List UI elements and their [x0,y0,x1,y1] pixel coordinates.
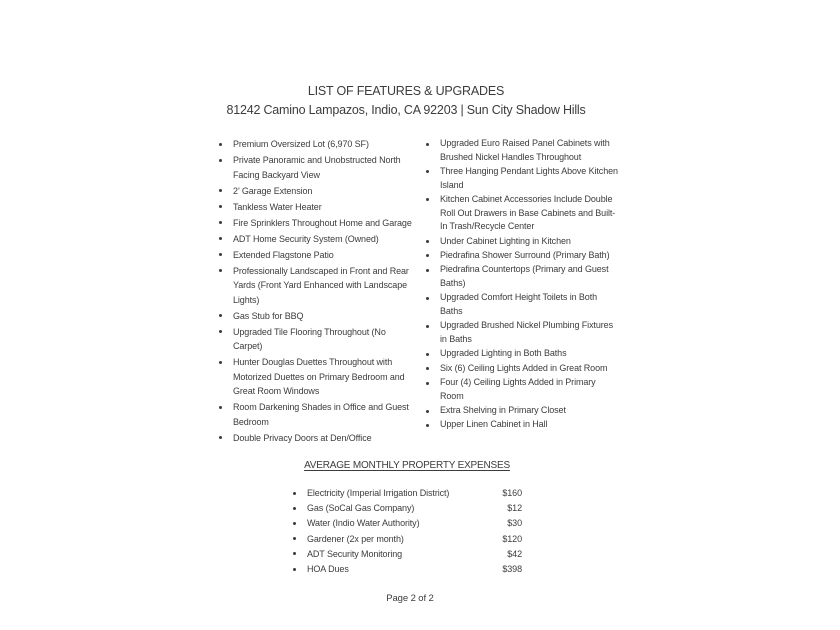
feature-item: Extra Shelving in Primary Closet [425,404,619,418]
expense-row [292,532,522,547]
expenses-title: AVERAGE MONTHLY PROPERTY EXPENSES [304,460,510,471]
expenses-list [292,486,522,577]
page-footer [0,593,820,604]
expense-row-label: HOA Dues [307,564,349,575]
feature-item: Upgraded Comfort Height Toilets in Both Baths [425,291,619,318]
feature-item: Gas Stub for BBQ [218,309,412,324]
expense-row-label: Water (Indio Water Authority) [307,518,420,529]
expense-row-amount: $120 [502,533,522,544]
expense-row-label: ADT Security Monitoring [307,548,403,559]
expense-row-amount: $12 [507,503,522,514]
feature-item: Under Cabinet Lighting in Kitchen [425,235,619,249]
expense-row [292,516,522,531]
feature-item: Upgraded Brushed Nickel Plumbing Fixtures in Baths [425,319,619,346]
features-left-column [218,137,412,447]
document-header [0,84,812,117]
feature-item: Hunter Douglas Duettes Throughout with Motorized Duettes on Primary Bedroom and Great Room Windows [218,355,412,399]
page-number: Page 2 of 2 [386,593,434,604]
feature-item: Extended Flagstone Patio [218,248,412,263]
expenses-title-row [292,455,522,473]
feature-item: Piedrafina Shower Surround (Primary Bath) [425,249,619,263]
page-title: LIST OF FEATURES & UPGRADES [307,84,505,98]
feature-item: Upgraded Euro Raised Panel Cabinets with Brushed Nickel Handles Throughout [425,137,619,164]
feature-item: Upgraded Lighting in Both Baths [425,347,619,361]
feature-item: Room Darkening Shades in Office and Guest Bedroom [218,400,412,429]
feature-item: 2’ Garage Extension [218,184,412,199]
feature-item: Three Hanging Pendant Lights Above Kitchen Island [425,165,619,192]
expense-row [292,562,522,577]
feature-item: Private Panoramic and Unobstructed North Facing Backyard View [218,153,412,182]
feature-item: Fire Sprinklers Throughout Home and Garage [218,216,412,231]
feature-item: Kitchen Cabinet Accessories Include Double Roll Out Drawers in Base Cabinets and Built-In Trash/Recycle Center [425,193,619,234]
feature-item: Piedrafina Countertops (Primary and Guest Baths) [425,263,619,290]
feature-item: Premium Oversized Lot (6,970 SF) [218,137,412,152]
feature-item: Six (6) Ceiling Lights Added in Great Room [425,362,619,376]
expense-row-label: Gas (SoCal Gas Company) [307,503,415,514]
features-section [218,137,619,447]
property-address: 81242 Camino Lampazos, Indio, CA 92203 | Sun City Shadow Hills [226,103,586,117]
expense-row-amount: $42 [507,548,522,559]
feature-item: Upgraded Tile Flooring Throughout (No Carpet) [218,325,412,354]
expense-row-amount: $160 [502,488,522,498]
feature-item: Professionally Landscaped in Front and Rear Yards (Front Yard Enhanced with Landscape Lights) [218,264,412,308]
feature-item: Double Privacy Doors at Den/Office [218,431,412,446]
feature-item: Tankless Water Heater [218,200,412,215]
expense-row [292,547,522,562]
expense-row-label: Gardener (2x per month) [307,533,404,544]
feature-item: Upper Linen Cabinet in Hall [425,418,619,432]
feature-item: ADT Home Security System (Owned) [218,232,412,247]
expense-row [292,501,522,516]
expense-row-amount: $30 [507,518,522,529]
expense-row-label: Electricity (Imperial Irrigation District) [307,488,450,498]
expense-row [292,486,522,501]
expense-row-amount: $398 [502,564,522,575]
feature-item: Four (4) Ceiling Lights Added in Primary Room [425,376,619,403]
features-right-column [425,137,619,447]
expenses-section [292,455,522,577]
